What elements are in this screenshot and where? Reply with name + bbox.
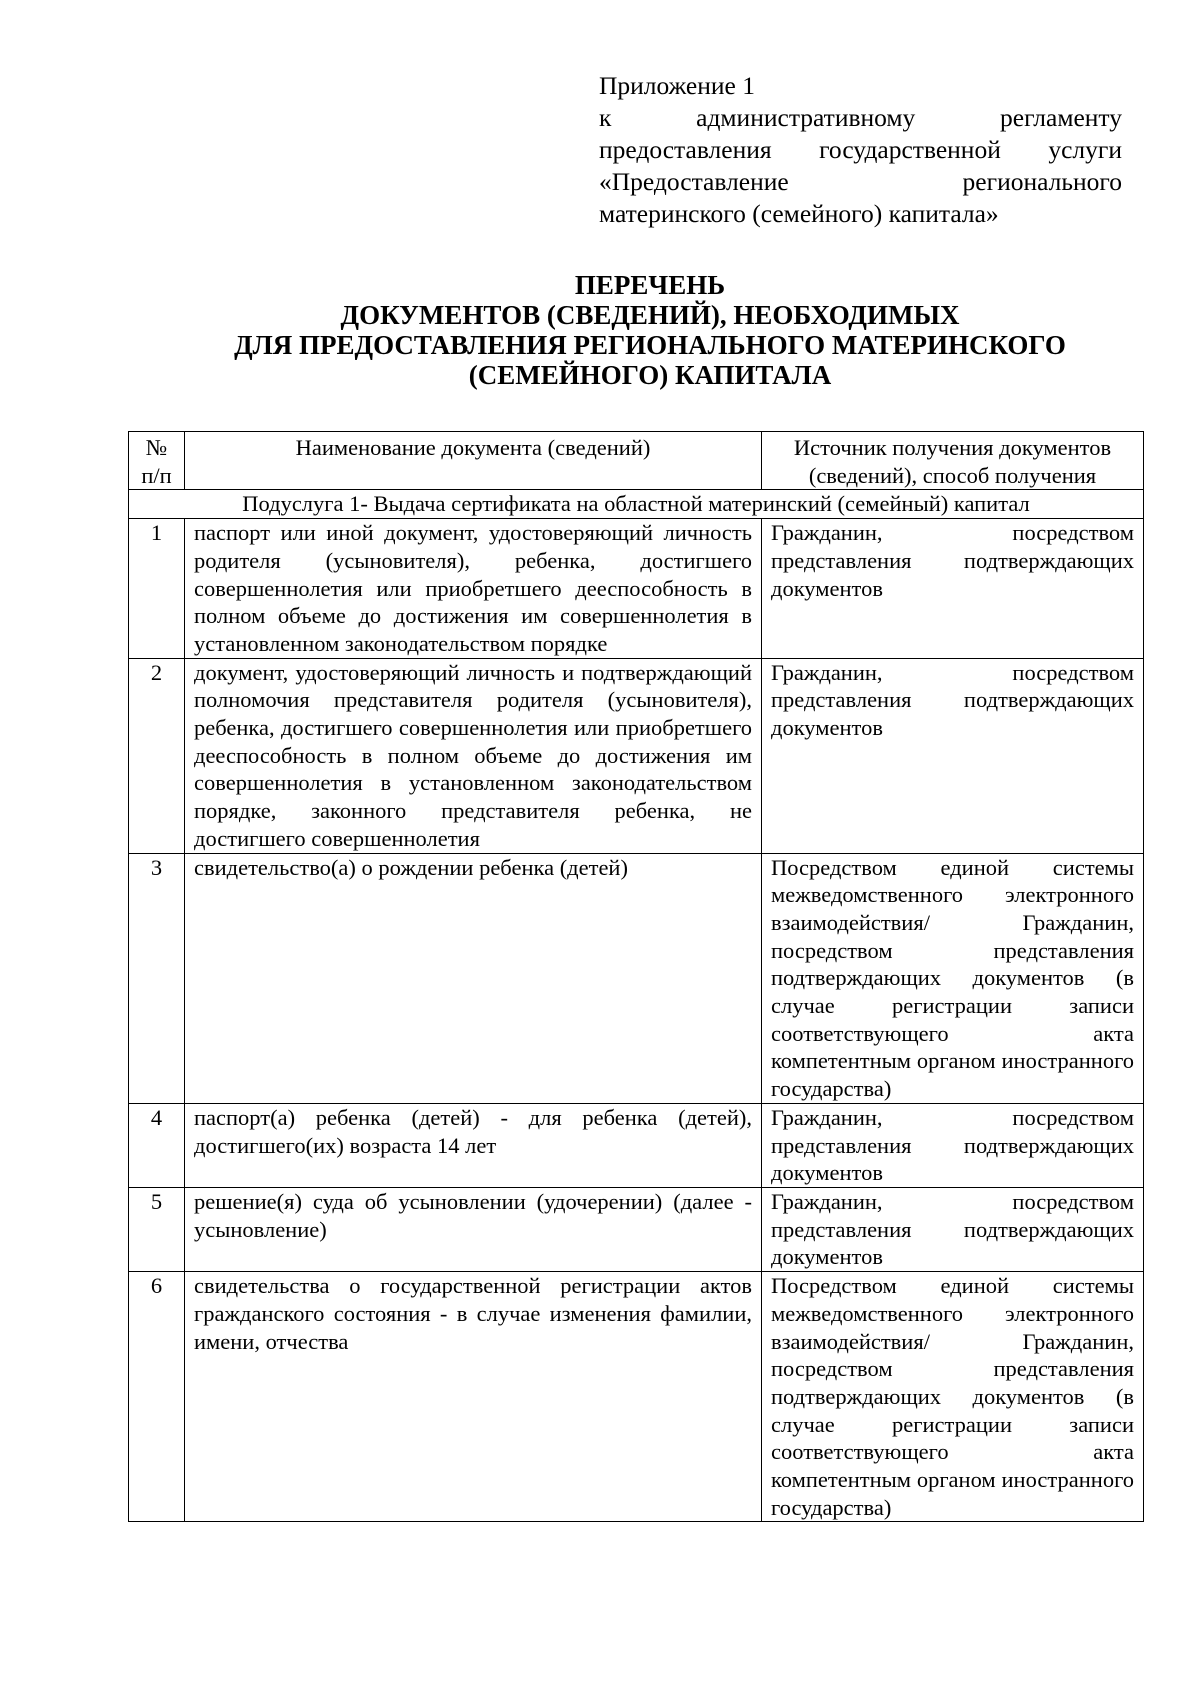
appendix-block — [599, 70, 1122, 230]
row-number: 3 — [129, 853, 185, 1103]
document-source: Гражданин, посредством представления подтверждающих документов — [762, 1187, 1144, 1271]
table-row — [129, 658, 1144, 853]
document-source: Посредством единой системы межведомственного электронного взаимодействия/ Гражданин, посредством представления подтверждающих документов (в случае регистрации записи соответствующего акта компетентным органом иностранного государства) — [762, 1272, 1144, 1522]
title-line: ПЕРЕЧЕНЬ — [574, 270, 726, 300]
table-row — [129, 1272, 1144, 1522]
document-name: решение(я) суда об усыновлении (удочерении) (далее - усыновление) — [185, 1187, 762, 1271]
document-name: паспорт или иной документ, удостоверяющий личность родителя (усыновителя), ребенка, достигшего совершеннолетия или приобретшего дееспособность в полном объеме до достижения им совершеннолетия в установленном законодательством порядке — [185, 519, 762, 659]
document-name: свидетельство(а) о рождении ребенка (детей) — [185, 853, 762, 1103]
document-source: Гражданин, посредством представления подтверждающих документов — [762, 658, 1144, 853]
subservice-title: Подуслуга 1- Выдача сертификата на областной материнский (семейный) капитал — [129, 490, 1144, 519]
document-name: паспорт(а) ребенка (детей) - для ребенка (детей), достигшего(их) возраста 14 лет — [185, 1103, 762, 1187]
row-number: 4 — [129, 1103, 185, 1187]
document-source: Гражданин, посредством представления подтверждающих документов — [762, 1103, 1144, 1187]
header-num: № п/п — [129, 432, 185, 490]
row-number: 6 — [129, 1272, 185, 1522]
document-name: свидетельства о государственной регистрации актов гражданского состояния - в случае изменения фамилии, имени, отчества — [185, 1272, 762, 1522]
table-row — [129, 1187, 1144, 1271]
header-source: Источник получения документов (сведений), способ получения — [762, 432, 1144, 490]
appendix-line: Приложение 1 — [599, 71, 755, 100]
document-title — [120, 270, 1180, 390]
document-name: документ, удостоверяющий личность и подтверждающий полномочия представителя родителя (усыновителя), ребенка, достигшего совершеннолетия или приобретшего дееспособность в полном объеме до достижения им совершеннолетия в установленном законодательством порядке, законного представителя ребенка, не достигшего совершеннолетия — [185, 658, 762, 853]
document-source: Посредством единой системы межведомственного электронного взаимодействия/ Гражданин, посредством представления подтверждающих документов (в случае регистрации записи соответствующего акта компетентным органом иностранного государства) — [762, 853, 1144, 1103]
row-number: 2 — [129, 658, 185, 853]
row-number: 1 — [129, 519, 185, 659]
appendix-line: материнского (семейного) капитала» — [599, 199, 999, 228]
appendix-line: «Предоставление регионального — [599, 167, 1122, 196]
row-number: 5 — [129, 1187, 185, 1271]
appendix-line: предоставления государственной услуги — [599, 135, 1122, 164]
table-row — [129, 519, 1144, 659]
appendix-line: к административному регламенту — [599, 103, 1122, 132]
header-name: Наименование документа (сведений) — [185, 432, 762, 490]
title-line: ДЛЯ ПРЕДОСТАВЛЕНИЯ РЕГИОНАЛЬНОГО МАТЕРИНСКОГО — [234, 330, 1066, 360]
document-source: Гражданин, посредством представления подтверждающих документов — [762, 519, 1144, 659]
title-line: (СЕМЕЙНОГО) КАПИТАЛА — [468, 360, 832, 390]
table-row — [129, 1103, 1144, 1187]
table-row — [129, 853, 1144, 1103]
subservice-row — [129, 490, 1144, 519]
title-line: ДОКУМЕНТОВ (СВЕДЕНИЙ), НЕОБХОДИМЫХ — [340, 300, 960, 330]
table-header-row — [129, 432, 1144, 490]
documents-table — [128, 431, 1144, 1522]
